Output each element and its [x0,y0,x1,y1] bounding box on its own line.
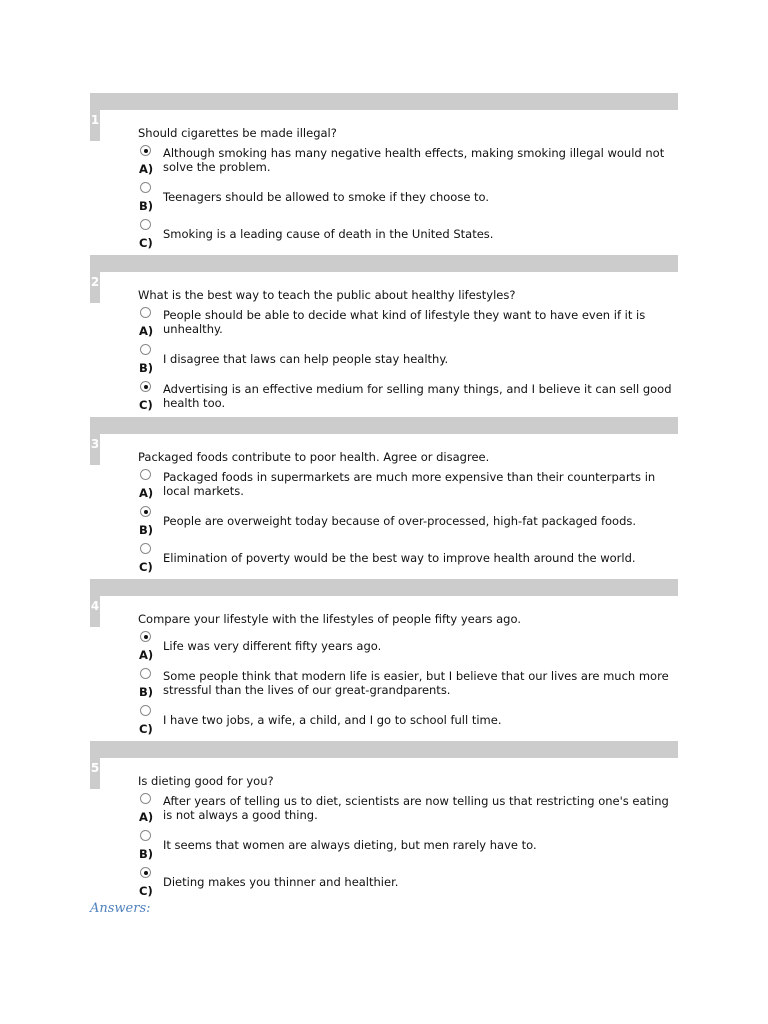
radio-selected-icon[interactable] [140,506,151,517]
answer-option[interactable] [138,666,678,703]
option-letter: C) [139,398,153,412]
answer-option[interactable] [138,828,678,865]
question-text: What is the best way to teach the public about healthy lifestyles? [138,288,516,302]
option-letter: C) [139,236,153,250]
option-text: People are overweight today because of over-processed, high-fat packaged foods. [163,514,637,528]
options-list [138,143,678,254]
radio-empty-icon[interactable] [140,344,151,355]
question-block [90,579,678,741]
option-letter: C) [139,560,153,574]
option-text: It seems that women are always dieting, but men rarely have to. [163,838,537,852]
options-list [138,629,678,740]
question-number: 5 [90,758,100,789]
radio-empty-icon[interactable] [140,830,151,841]
options-list [138,467,678,578]
radio-empty-icon[interactable] [140,705,151,716]
radio-empty-icon[interactable] [140,307,151,318]
answer-option[interactable] [138,703,678,740]
answer-option[interactable] [138,305,678,342]
option-letter: A) [139,324,154,338]
question-text: Compare your lifestyle with the lifestyles of people fifty years ago. [138,612,521,626]
question-header-bar [90,579,678,596]
option-text: Although smoking has many negative health effects, making smoking illegal would not solve the problem. [163,146,665,174]
options-list [138,305,678,416]
options-list [138,791,678,902]
option-letter: B) [139,847,154,861]
option-letter: A) [139,810,154,824]
question-block [90,741,678,903]
option-text: Advertising is an effective medium for selling many things, and I believe it can sell good health too. [163,382,672,410]
radio-empty-icon[interactable] [140,219,151,230]
option-text: Packaged foods in supermarkets are much more expensive than their counterparts in local markets. [163,470,656,498]
answer-option[interactable] [138,143,678,180]
question-block [90,93,678,255]
question-text: Should cigarettes be made illegal? [138,126,337,140]
option-text: I disagree that laws can help people stay healthy. [163,352,449,366]
radio-selected-icon[interactable] [140,867,151,878]
question-header-bar [90,93,678,110]
option-text: After years of telling us to diet, scientists are now telling us that restricting one's eating is not always a good thing. [163,794,669,822]
option-text: Teenagers should be allowed to smoke if they choose to. [163,190,490,204]
option-letter: B) [139,685,154,699]
radio-empty-icon[interactable] [140,469,151,480]
answer-option[interactable] [138,379,678,416]
answer-option[interactable] [138,504,678,541]
option-letter: C) [139,884,153,898]
quiz [90,93,678,903]
option-letter: A) [139,162,154,176]
radio-empty-icon[interactable] [140,543,151,554]
question-block [90,417,678,579]
option-letter: C) [139,722,153,736]
question-number: 1 [90,110,100,141]
answer-option[interactable] [138,342,678,379]
answer-option[interactable] [138,541,678,578]
option-text: I have two jobs, a wife, a child, and I go to school full time. [163,713,502,727]
option-text: Elimination of poverty would be the best way to improve health around the world. [163,551,636,565]
option-letter: B) [139,199,154,213]
answer-option[interactable] [138,217,678,254]
question-number: 2 [90,272,100,303]
answers-heading: Answers: [90,901,151,916]
answer-option[interactable] [138,865,678,902]
question-number: 4 [90,596,100,627]
radio-selected-icon[interactable] [140,631,151,642]
question-block [90,255,678,417]
option-letter: A) [139,648,154,662]
option-letter: B) [139,361,154,375]
option-text: Life was very different fifty years ago. [163,639,382,653]
option-text: Smoking is a leading cause of death in the United States. [163,227,494,241]
radio-empty-icon[interactable] [140,793,151,804]
question-header-bar [90,417,678,434]
radio-empty-icon[interactable] [140,668,151,679]
question-number: 3 [90,434,100,465]
question-header-bar [90,741,678,758]
radio-empty-icon[interactable] [140,182,151,193]
question-header-bar [90,255,678,272]
radio-selected-icon[interactable] [140,145,151,156]
question-text: Is dieting good for you? [138,774,274,788]
answer-option[interactable] [138,180,678,217]
answer-option[interactable] [138,467,678,504]
option-letter: B) [139,523,154,537]
question-text: Packaged foods contribute to poor health. Agree or disagree. [138,450,490,464]
option-text: People should be able to decide what kind of lifestyle they want to have even if it is unhealthy. [163,308,646,336]
answer-option[interactable] [138,629,678,666]
answer-option[interactable] [138,791,678,828]
option-letter: A) [139,486,154,500]
option-text: Dieting makes you thinner and healthier. [163,875,399,889]
option-text: Some people think that modern life is easier, but I believe that our lives are much more stressful than the lives of our great-grandparents. [163,669,669,697]
radio-selected-icon[interactable] [140,381,151,392]
